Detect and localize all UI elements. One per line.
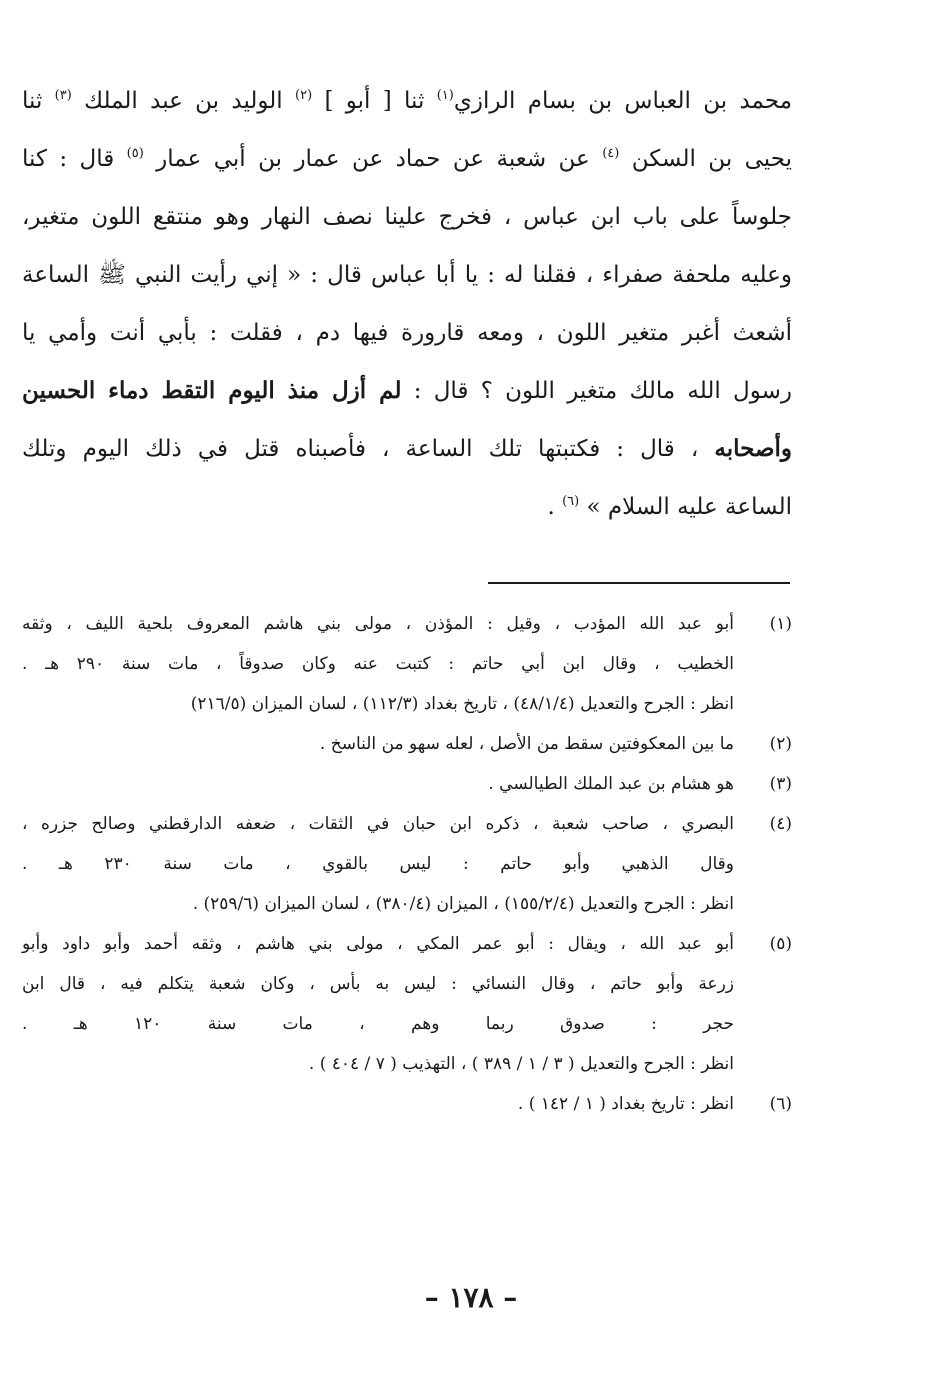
main-text-line [22,72,792,130]
main-text-line [22,130,792,188]
footnote-number: (٦) [769,1094,792,1114]
footnote-body [22,804,734,924]
footnote-number: (١) [769,614,792,634]
footnote-line: انظر : تاريخ بغداد ( ١ / ١٤٢ ) . [517,1094,734,1114]
footnote-body [22,604,734,724]
footnotes [22,604,792,1124]
footnote-marker-3: (٣) [54,88,72,103]
text-run: قال : كنا [22,146,127,172]
footnote-marker-2: (٢) [295,88,313,103]
footnote-line: الخطيب ، وقال ابن أبي حاتم : كتبت عنه وكان صدوقاً ، مات سنة ٢٩٠ هـ . [22,654,734,674]
main-text-line: جلوساً على باب ابن عباس ، فخرج علينا نصف النهار وهو منتقع اللون متغير، [22,204,792,230]
footnote-body [22,924,734,1084]
footnote-line: زرعة وأبو حاتم ، وقال النسائي : ليس به بأس ، وكان شعبة يتكلم فيه ، قال ابن [22,974,734,994]
main-text-line: أشعث أغبر متغير اللون ، ومعه قارورة فيها دم ، فقلت : بأبي أنت وأمي يا [22,320,792,346]
footnote [22,604,792,724]
text-run: عن شعبة عن حماد عن عمار بن أبي عمار [143,146,603,172]
footnote-number: (٥) [769,934,792,954]
text-run: . [547,494,563,520]
text-run: ثنا [ أبو ] [312,88,437,114]
main-text-line [22,362,792,420]
main-text-line: وعليه ملحفة صفراء ، فقلنا له : يا أبا عباس قال : « إني رأيت النبي ﷺ الساعة [22,262,792,288]
footnote-line: وقال الذهبي وأبو حاتم : ليس بالقوي ، مات سنة ٢٣٠ هـ . [22,854,734,874]
footnote-separator [488,582,790,584]
footnote [22,804,792,924]
footnote-line: ما بين المعكوفتين سقط من الأصل ، لعله سهو من الناسخ . [319,734,734,754]
footnote-line: أبو عبد الله ، ويقال : أبو عمر المكي ، مولى بني هاشم ، وثقه أحمد وأبو داود وأبو [22,934,734,954]
footnote [22,764,792,804]
page-number: – ١٧٨ – [424,1281,518,1314]
bold-text-run: وأصحابه [714,435,792,462]
text-run: يحيى بن السكن [619,146,792,172]
main-text-line [22,420,792,478]
bold-text-run: لم أزل منذ اليوم التقط دماء الحسين [22,377,402,404]
text-run: رسول الله مالك متغير اللون ؟ قال : [401,378,792,404]
main-text-line [22,478,792,536]
footnote-body [22,764,734,804]
footnote-marker-1: (١) [436,88,454,103]
footnote-number: (٤) [769,814,792,834]
text-run: محمد بن العباس بن بسام الرازي [453,88,793,114]
footnote [22,724,792,764]
footnote-number: (٣) [769,774,792,794]
footnote [22,924,792,1084]
footnote-line: انظر : الجرح والتعديل (٤٨/١/٤) ، تاريخ بغداد (١١٢/٣) ، لسان الميزان (٢١٦/٥) [190,694,734,714]
footnote-number: (٢) [769,734,792,754]
main-text [22,72,792,536]
text-run: الساعة عليه السلام » [579,494,792,520]
footnote-body [22,1084,734,1124]
footnote-marker-6: (٦) [562,494,580,509]
footnote-body [22,724,734,764]
text-run: الوليد بن عبد الملك [71,88,296,114]
footnote-marker-4: (٤) [602,146,620,161]
footnote-marker-5: (٥) [126,146,144,161]
footnote-line: البصري ، صاحب شعبة ، ذكره ابن حبان في الثقات ، ضعفه الدارقطني وصالح جزره ، [22,814,734,834]
footnote-line: أبو عبد الله المؤدب ، وقيل : المؤذن ، مولى بني هاشم المعروف بلحية الليف ، وثقه [22,614,734,634]
footnote-line: هو هشام بن عبد الملك الطيالسي . [488,774,734,794]
footnote-line: انظر : الجرح والتعديل (١٥٥/٢/٤) ، الميزان (٣٨٠/٤) ، لسان الميزان (٢٥٩/٦) . [192,894,734,914]
footnote-line: حجر : صدوق ربما وهم ، مات سنة ١٢٠ هـ . [22,1014,734,1034]
footnote [22,1084,792,1124]
footnote-line: انظر : الجرح والتعديل ( ٣ / ١ / ٣٨٩ ) ، التهذيب ( ٧ / ٤٠٤ ) . [308,1054,734,1074]
text-run: ، قال : فكتبتها تلك الساعة ، فأصبناه قتل في ذلك اليوم وتلك [22,436,715,462]
text-run: ثنا [22,88,55,114]
